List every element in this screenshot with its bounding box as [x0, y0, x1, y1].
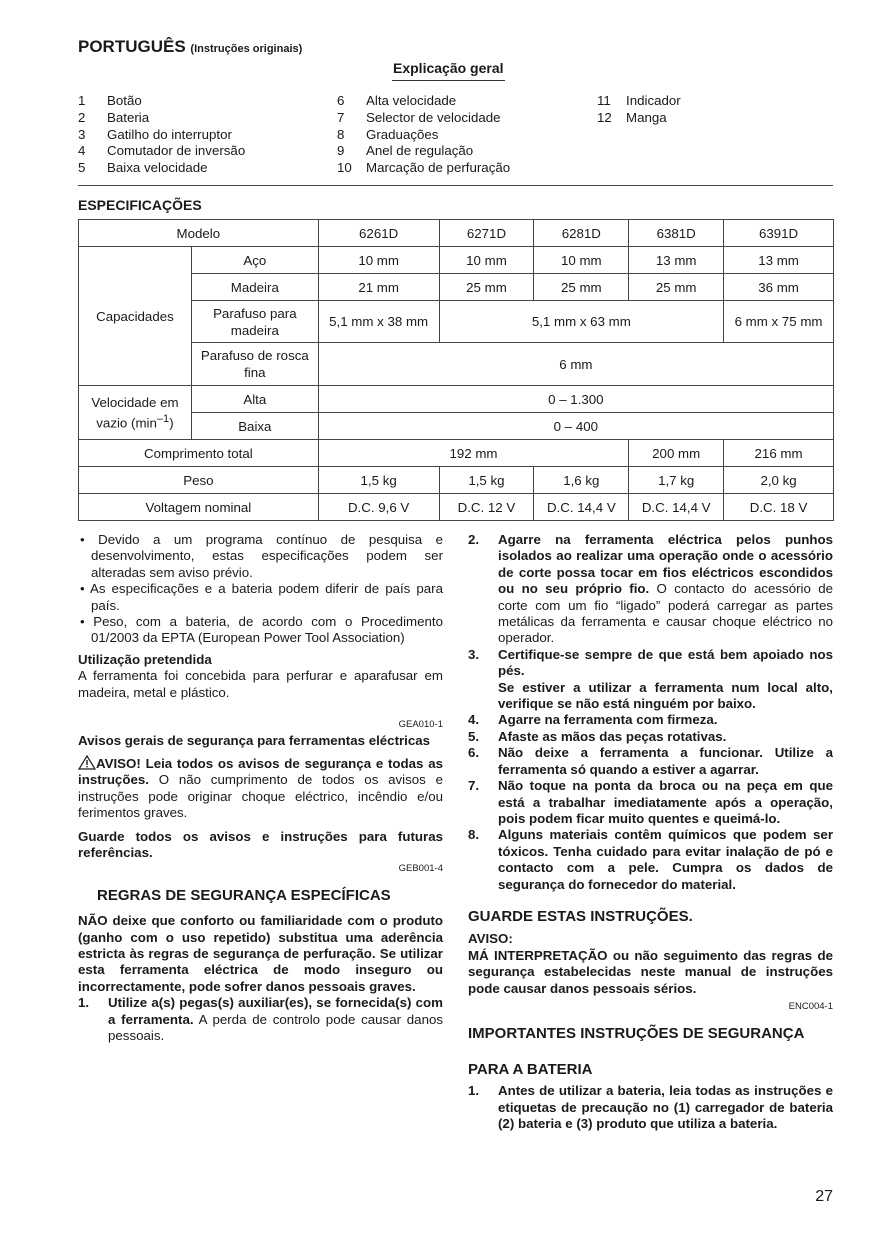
table-cell: D.C. 14,4 V: [534, 494, 629, 521]
intended-use-text: A ferramenta foi concebida para perfurar e aparafusar em madeira, metal e plástico.: [78, 668, 443, 700]
table-cell: Madeira: [191, 274, 318, 301]
table-row: [79, 274, 834, 301]
reference-code: GEA010-1: [398, 719, 443, 731]
model-header: 6381D: [629, 220, 724, 247]
parts-list-item: 10 Marcação de perfuração: [337, 160, 511, 176]
model-header: 6261D: [318, 220, 439, 247]
table-row: [79, 413, 834, 440]
table-cell: 5,1 mm x 38 mm: [318, 301, 439, 343]
divider: [78, 185, 833, 186]
table-cell: Peso: [79, 467, 319, 494]
parts-list-item: 12 Manga: [597, 109, 667, 125]
table-cell: 10 mm: [439, 247, 534, 274]
parts-list-item: 2 Bateria: [78, 109, 150, 125]
warning-label: AVISO:: [468, 931, 513, 947]
table-cell: 0 – 400: [318, 413, 833, 440]
section-title-general-explanation: Explicação geral: [392, 60, 505, 81]
list-item: 1. Utilize a(s) pegas(s) auxiliar(es), se fornecida(s) com a ferramenta. A perda de controlo pode causar danos pessoais.: [78, 995, 444, 1043]
table-cell: D.C. 14,4 V: [629, 494, 724, 521]
parts-list-item: 7 Selector de velocidade: [337, 109, 501, 125]
warning-text: MÁ INTERPRETAÇÃO ou não seguimento das regras de segurança estabelecidas neste manual de instruções pode causar danos pessoais sérios.: [468, 947, 833, 996]
table-cell: Baixa: [191, 413, 318, 440]
list-item: • Devido a um programa contínuo de pesquisa e desenvolvimento, estas especificações podem ser alteradas sem aviso prévio.: [80, 532, 443, 580]
left-column: [78, 532, 443, 1044]
table-cell: 2,0 kg: [724, 467, 834, 494]
reference-code: ENC004-1: [788, 1000, 833, 1012]
specifications-title: ESPECIFICAÇÕES: [78, 197, 202, 213]
parts-list-item: 9 Anel de regulação: [337, 143, 474, 159]
specific-rules-title: REGRAS DE SEGURANÇA ESPECÍFICAS: [97, 886, 391, 904]
parts-list-item: 6 Alta velocidade: [337, 93, 457, 108]
table-cell: 25 mm: [629, 274, 724, 301]
parts-list-item: 5 Baixa velocidade: [78, 160, 208, 176]
reference-code: GEB001-4: [398, 863, 443, 875]
list-item: • As especificações e a bateria podem diferir de país para país.: [80, 581, 443, 613]
table-cell: 200 mm: [629, 440, 724, 467]
list-item: 8. Alguns materiais contêm químicos que podem ser tóxicos. Tenha cuidado para evitar inalação de pó e contacto com a pele. Cumpra os dados de segurança do fornecedor do material.: [468, 827, 833, 892]
list-item: 7. Não toque na ponta da broca ou na peça em que está a trabalhar imediatamente após a operação, pois podem ficar muito quentes e queimá-lo.: [468, 778, 833, 826]
list-item: 4. Agarre na ferramenta com firmeza.: [468, 712, 718, 728]
table-cell: 36 mm: [724, 274, 834, 301]
table-cell: 13 mm: [629, 247, 724, 274]
parts-column-3: [597, 93, 681, 127]
table-cell: 192 mm: [318, 440, 629, 467]
table-row: [79, 247, 834, 274]
table-row: [79, 440, 834, 467]
table-cell: Comprimento total: [79, 440, 319, 467]
save-instructions-title: GUARDE ESTAS INSTRUÇÕES.: [468, 907, 693, 925]
warning-paragraph: AVISO! Leia todos os avisos de segurança e todas as instruções. O não cumprimento de todos os avisos e instruções pode originar choque eléctrico, incêndio e/ou ferimentos graves.: [78, 755, 443, 821]
parts-list-item: 3 Gatilho do interruptor: [78, 126, 232, 142]
table-cell: Modelo: [79, 220, 319, 247]
table-cell: D.C. 12 V: [439, 494, 534, 521]
table-row: [79, 494, 834, 521]
table-cell: 21 mm: [318, 274, 439, 301]
list-item: 6. Não deixe a ferramenta a funcionar. Utilize a ferramenta só quando a estiver a agarrar.: [468, 745, 833, 777]
table-cell: 25 mm: [534, 274, 629, 301]
battery-title: PARA A BATERIA: [468, 1060, 593, 1078]
table-cell: 1,7 kg: [629, 467, 724, 494]
table-cell: 10 mm: [318, 247, 439, 274]
important-safety-title: IMPORTANTES INSTRUÇÕES DE SEGURANÇA: [468, 1025, 805, 1043]
parts-list-item: 8 Graduações: [337, 126, 439, 142]
table-cell: Capacidades: [79, 247, 192, 386]
general-warnings-title: Avisos gerais de segurança para ferramentas eléctricas: [78, 733, 431, 749]
list-item: 3. Certifique-se sempre de que está bem apoiado nos pés. Se estiver a utilizar a ferramenta num local alto, verifique se não está ninguém por baixo.: [468, 646, 833, 712]
table-cell: 10 mm: [534, 247, 629, 274]
table-cell: 13 mm: [724, 247, 834, 274]
list-item: 2. Agarre na ferramenta eléctrica pelos punhos isolados ao realizar uma operação onde o acessório de corte possa tocar em fios eléctricos escondidos ou no seu próprio fio. O contacto do acessório de corte com um fio “ligado” poderá carregar as partes metálicas da ferramenta e causar choque eléctrico no operador.: [468, 532, 833, 646]
table-row: [79, 343, 834, 386]
model-header: 6271D: [439, 220, 534, 247]
table-cell: 5,1 mm x 63 mm: [439, 301, 724, 343]
table-cell: Parafuso de rosca fina: [191, 343, 318, 386]
table-cell: 6 mm x 75 mm: [724, 301, 834, 343]
parts-column-2: [337, 93, 510, 177]
list-item: 1. Antes de utilizar a bateria, leia todas as instruções e etiquetas de precaução no (1) carregador de bateria (2) bateria e (3) produto que utiliza a bateria.: [468, 1083, 833, 1131]
model-header: 6391D: [724, 220, 834, 247]
table-row: [79, 467, 834, 494]
language-subtitle: (Instruções originais): [190, 43, 303, 55]
table-row: [79, 386, 834, 413]
warning-icon: [78, 755, 96, 770]
table-cell: 0 – 1.300: [318, 386, 833, 413]
table-cell: Voltagem nominal: [79, 494, 319, 521]
parts-list-item: 1 Botão: [78, 93, 142, 108]
language-label: PORTUGUÊS: [78, 37, 186, 56]
speed-label-cell: Velocidade em vazio $(\min^{-1})$: [79, 386, 192, 440]
page-language-title: [78, 37, 302, 57]
table-cell: 25 mm: [439, 274, 534, 301]
right-column: [468, 532, 833, 1132]
parts-list-item: 11 Indicador: [597, 93, 681, 108]
table-cell: Parafuso para madeira: [191, 301, 318, 343]
keep-instructions-text: Guarde todos os avisos e instruções para futuras referências.: [78, 828, 443, 860]
table-cell: 1,5 kg: [318, 467, 439, 494]
table-cell: 1,6 kg: [534, 467, 629, 494]
model-header: 6281D: [534, 220, 629, 247]
table-cell: 1,5 kg: [439, 467, 534, 494]
list-item: • Peso, com a bateria, de acordo com o Procedimento 01/2003 da EPTA (European Power Tool Association): [80, 614, 443, 646]
page-number: 27: [815, 1188, 833, 1205]
table-row: [79, 301, 834, 343]
table-cell: Aço: [191, 247, 318, 274]
table-cell: 6 mm: [318, 343, 833, 386]
table-cell: D.C. 18 V: [724, 494, 834, 521]
table-cell: 216 mm: [724, 440, 834, 467]
parts-column-1: [78, 93, 245, 177]
table-row: [79, 220, 834, 247]
list-item: 5. Afaste as mãos das peças rotativas.: [468, 728, 727, 744]
specifications-table: [78, 219, 834, 521]
table-cell: D.C. 9,6 V: [318, 494, 439, 521]
intended-use-title: Utilização pretendida: [78, 651, 212, 667]
specific-rules-intro: NÃO deixe que conforto ou familiaridade com o produto (ganho com o uso repetido) substitua uma aderência estricta às regras de segurança de perfuração. Se utilizar esta ferramenta eléctrica de modo inseguro ou incorrectamente, pode sofrer danos pessoais graves.: [78, 913, 443, 994]
parts-list-item: 4 Comutador de inversão: [78, 143, 246, 159]
table-cell: Alta: [191, 386, 318, 413]
